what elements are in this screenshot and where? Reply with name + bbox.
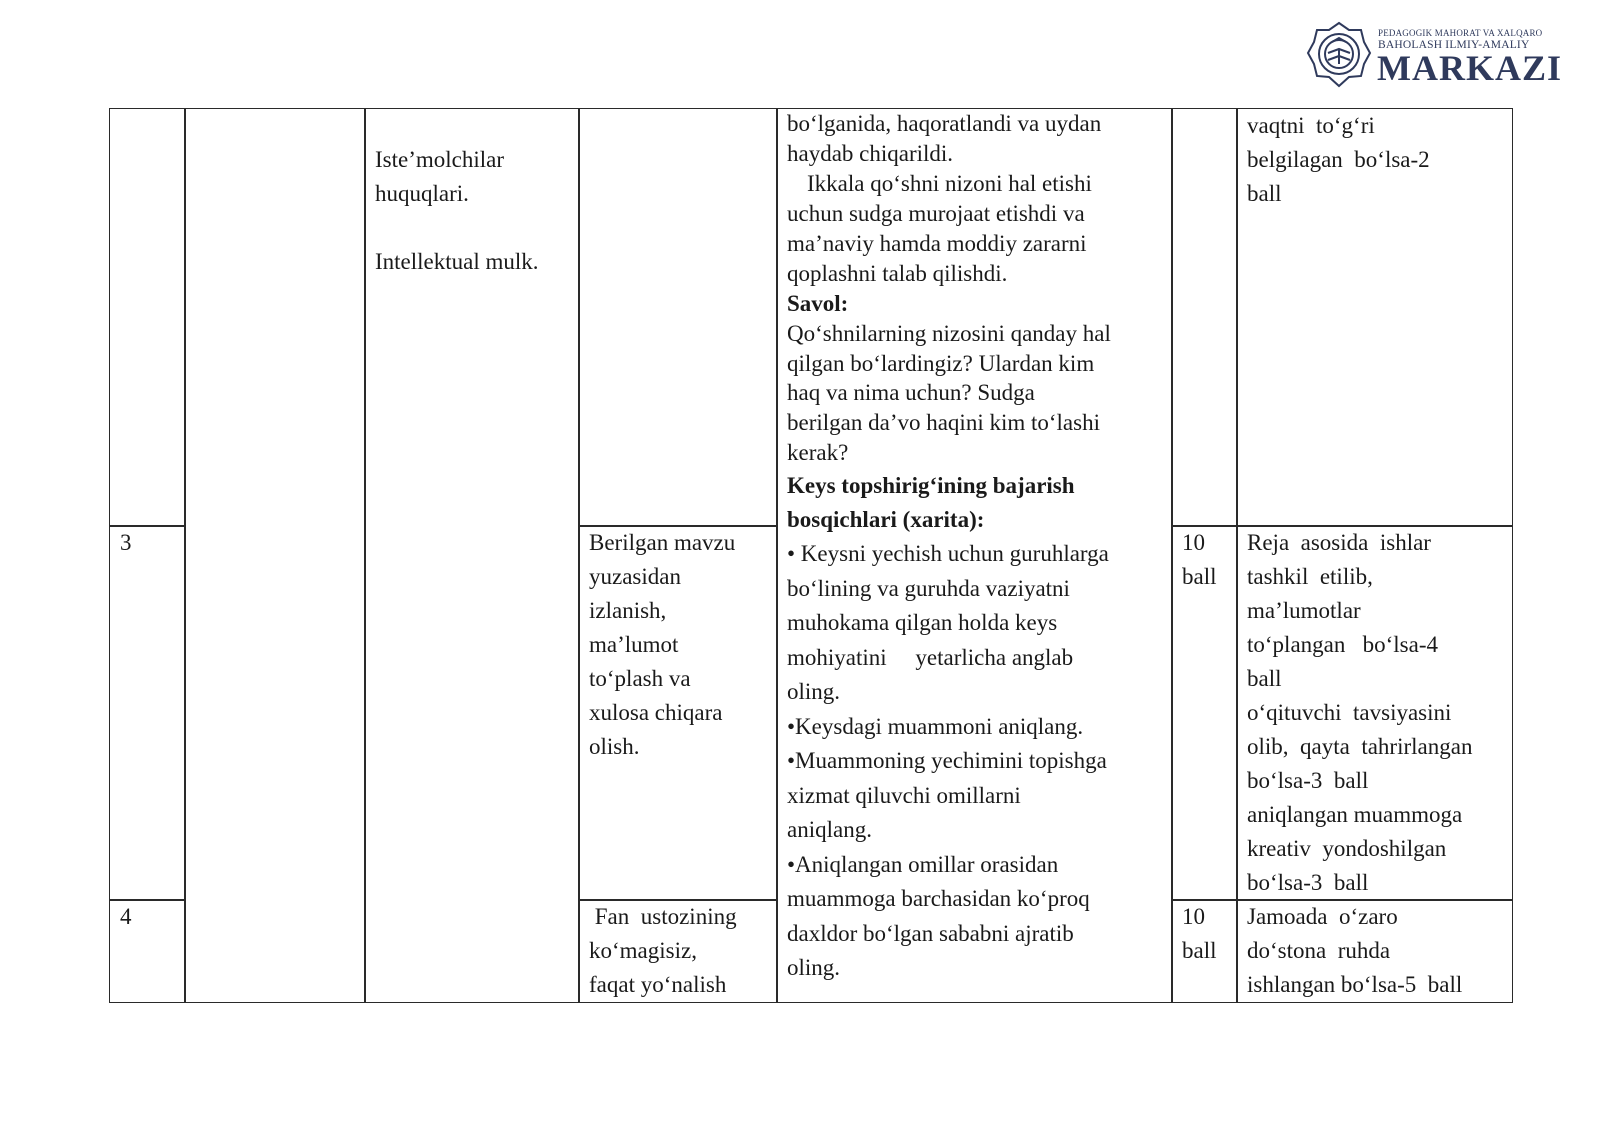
criteria-line: ishlangan bo‘lsa-5 ball [1247, 972, 1463, 997]
story-line: haydab chiqarildi. [787, 141, 954, 166]
merged-empty-cell [184, 108, 366, 1003]
steps-title: bosqichlari (xarita): [787, 507, 985, 532]
task-line: yuzasidan [589, 564, 681, 589]
step-line: aniqlang. [787, 817, 872, 842]
criteria-line: o‘qituvchi tavsiyasini [1247, 700, 1452, 725]
question-line: qilgan bo‘lardingiz? Ulardan kim [787, 351, 1095, 376]
step-line: oling. [787, 955, 841, 980]
criteria-cell-row4 [1236, 899, 1513, 1003]
case-content-cell [776, 108, 1173, 1003]
criteria-line: ball [1247, 666, 1282, 691]
question-line: berilgan da’vo haqini kim to‘lashi [787, 410, 1100, 435]
question-title: Savol: [787, 291, 849, 316]
points-unit: ball [1182, 564, 1217, 589]
story-line: bo‘lganida, haqoratlandi va uydan [787, 111, 1102, 136]
task-line: ma’lumot [589, 632, 679, 657]
criteria-line: Jamoada o‘zaro [1247, 904, 1398, 929]
center-logo [1306, 20, 1562, 90]
row-number: 3 [120, 530, 132, 555]
points-cell-row3 [1171, 525, 1238, 901]
question-line: kerak? [787, 440, 849, 465]
steps-title: Keys topshirig‘ining bajarish [787, 473, 1075, 498]
criteria-line: aniqlangan muammoga [1247, 802, 1463, 827]
step-line: •Muammoning yechimini topishga [787, 748, 1107, 773]
assessment-table [109, 108, 1513, 1003]
step-line: bo‘lining va guruhda vaziyatni [787, 576, 1070, 601]
topic-line: Iste’molchilar [375, 147, 505, 172]
task-cell-top [578, 108, 778, 527]
story-line: qoplashni talab qilishdi. [787, 261, 1008, 286]
topic-cell [364, 108, 580, 1003]
criteria-line: ma’lumotlar [1247, 598, 1361, 623]
criteria-line: kreativ yondoshilgan [1247, 836, 1447, 861]
step-line: mohiyatini yetarlicha anglab [787, 645, 1074, 670]
logo-text-line3: MARKAZI [1377, 48, 1562, 88]
task-cell-row3 [578, 525, 778, 901]
row-number: 4 [120, 904, 132, 929]
emblem-icon [1306, 20, 1372, 90]
number-cell-row4 [109, 899, 186, 1003]
task-line: Fan ustozining [589, 904, 737, 929]
step-line: muammoga barchasidan ko‘proq [787, 886, 1090, 911]
task-cell-row4 [578, 899, 778, 1003]
task-line: ko‘magisiz, [589, 938, 697, 963]
story-line: Ikkala qo‘shni nizoni hal etishi [807, 171, 1092, 196]
number-cell-row3 [109, 525, 186, 901]
criteria-line: do‘stona ruhda [1247, 938, 1391, 963]
points-value: 10 [1182, 904, 1205, 929]
points-cell-row4 [1171, 899, 1238, 1003]
topic-line: huquqlari. [375, 181, 469, 206]
points-value: 10 [1182, 530, 1205, 555]
task-line: faqat yo‘nalish [589, 972, 727, 997]
question-line: Qo‘shnilarning nizosini qanday hal [787, 321, 1111, 346]
topic-line: Intellektual mulk. [375, 249, 539, 274]
story-line: uchun sudga murojaat etishdi va [787, 201, 1085, 226]
step-line: •Aniqlangan omillar orasidan [787, 852, 1059, 877]
step-line: • Keysni yechish uchun guruhlarga [787, 541, 1109, 566]
logo-text-line1: PEDAGOGIK MAHORAT VA XALQARO [1378, 28, 1543, 38]
criteria-line: tashkil etilib, [1247, 564, 1373, 589]
task-line: Berilgan mavzu [589, 530, 736, 555]
question-line: haq va nima uchun? Sudga [787, 380, 1035, 405]
number-cell-top [109, 108, 186, 527]
criteria-line: Reja asosida ishlar [1247, 530, 1431, 555]
points-unit: ball [1182, 938, 1217, 963]
step-line: muhokama qilgan holda keys [787, 610, 1058, 635]
criteria-line: ball [1247, 181, 1282, 206]
criteria-line: bo‘lsa-3 ball [1247, 870, 1369, 895]
points-cell-top [1171, 108, 1238, 527]
logo-text-line2: BAHOLASH ILMIY-AMALIY [1378, 39, 1530, 51]
step-line: •Keysdagi muammoni aniqlang. [787, 714, 1084, 739]
criteria-line: belgilagan bo‘lsa-2 [1247, 147, 1430, 172]
criteria-cell-top [1236, 108, 1513, 527]
task-line: izlanish, [589, 598, 667, 623]
criteria-line: bo‘lsa-3 ball [1247, 768, 1369, 793]
step-line: daxldor bo‘lgan sababni ajratib [787, 921, 1074, 946]
criteria-line: olib, qayta tahrirlangan [1247, 734, 1473, 759]
criteria-cell-row3 [1236, 525, 1513, 901]
step-line: xizmat qiluvchi omillarni [787, 783, 1021, 808]
criteria-line: to‘plangan bo‘lsa-4 [1247, 632, 1438, 657]
criteria-line: vaqtni to‘g‘ri [1247, 113, 1375, 138]
step-line: oling. [787, 679, 841, 704]
story-line: ma’naviy hamda moddiy zararni [787, 231, 1087, 256]
task-line: to‘plash va [589, 666, 691, 691]
task-line: xulosa chiqara [589, 700, 723, 725]
task-line: olish. [589, 734, 640, 759]
